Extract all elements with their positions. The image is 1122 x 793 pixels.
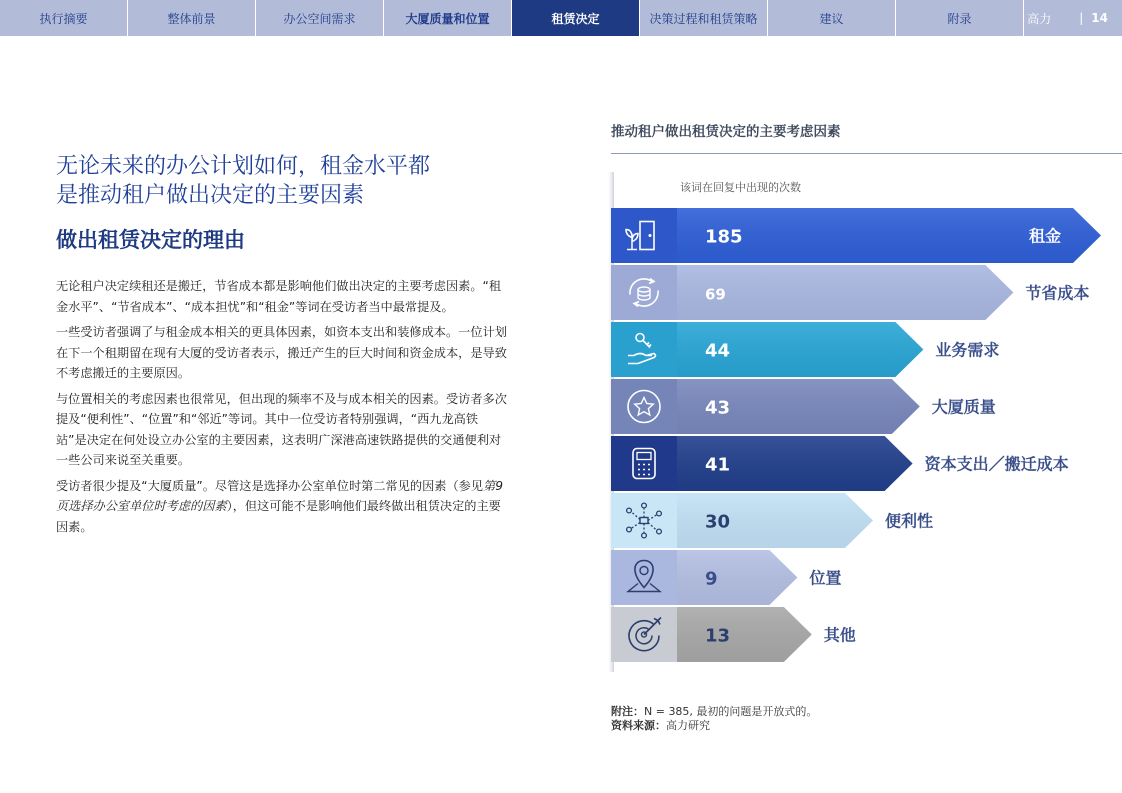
nav-tab-7[interactable]: 建议 [768,0,896,36]
category-label: 位置 [809,568,842,588]
category-label: 便利性 [885,511,934,531]
bar-row-5 [611,436,1069,491]
icon-box [611,208,677,263]
value-label: 13 [705,625,731,647]
chart-footnote [611,705,817,733]
nav-tab-5[interactable]: 租赁决定 [512,0,640,36]
icon-box [611,379,677,434]
note-line [611,705,817,719]
paragraph-1: 无论租户决定续租还是搬迁，节省成本都是影响他们做出决定的主要考虑因素。“租金水平”、“节省成本”、“成本担忧”和“租金”等词在受访者当中最常提及。 [56,279,502,314]
nav-tab-6[interactable]: 决策过程和租赁策略 [640,0,768,36]
bar-row-8 [611,607,856,662]
page-number: 14 [1091,11,1108,25]
source-label: 资料来源： [611,719,666,732]
page-reference-link[interactable]: 第9页选择办公室单位时考虑的因素 [56,478,503,513]
category-label: 租金 [1028,226,1061,246]
nav-tab-3[interactable]: 办公空间需求 [256,0,384,36]
headline-line-1: 无论未来的办公计划如何，租金水平都 [56,154,431,179]
nav-tab-8[interactable]: 附录 [896,0,1024,36]
nav-tab-4[interactable]: 大厦质量和位置 [384,0,512,36]
icon-box [611,322,677,377]
brand-name: 高力 [1027,11,1052,26]
value-label: 9 [705,568,718,590]
category-label: 其他 [823,625,856,645]
note-label: 附注： [611,705,644,718]
note-text: N = 385, 最初的问题是开放式的。 [644,705,818,718]
bar-row-7 [611,550,841,605]
bar-row-6 [611,493,933,548]
category-label: 业务需求 [935,340,1000,360]
bar-row-1 [611,208,1101,263]
source-text: 高力研究 [666,719,710,732]
category-label: 大厦质量 [931,397,996,417]
chart-panel-title: 推动租户做出租赁决定的主要考虑因素 [611,124,841,140]
paragraph-3: 与位置相关的考虑因素也很常见，但出现的频率不及与成本相关的因素。受访者多次提及“便利性”、“位置”和“邻近”等词。其中一位受访者特别强调，“西九龙高铁站”是决定在何处设立办公室的主要因素，这表明广深港高速铁路提供的交通便利对一些公司来说至关重要。 [56,391,507,467]
bar-row-2 [611,265,1089,320]
section-subhead: 做出租赁决定的理由 [56,228,245,252]
value-label: 185 [705,226,743,248]
paragraph-4-part-b: ），但这可能不是影响他们最终做出租赁决定的主要因素。 [56,499,501,534]
value-label: 44 [705,340,731,362]
nav-separator: | [1079,11,1084,25]
chart-subtitle: 该词在回复中出现的次数 [680,181,801,194]
nav-tab-1[interactable]: 执行摘要 [0,0,128,36]
nav-tab-2[interactable]: 整体前景 [128,0,256,36]
icon-box [611,436,677,491]
bar-shade [677,550,797,605]
value-label: 69 [705,285,726,304]
paragraph-2: 一些受访者强调了与租金成本相关的更具体因素，如资本支出和装修成本。一位计划在下一个租期留在现有大厦的受访者表示，搬迁产生的巨大时间和资金成本，是导致不考虑搬迁的主要原因。 [56,325,507,380]
icon-box [611,550,677,605]
value-label: 43 [705,397,731,419]
bar-row-4 [611,379,996,434]
paragraph-4-part-a: 受访者很少提及“大厦质量”。尽管这是选择办公室单位时第二常见的因素（参见 [56,478,484,493]
category-label: 节省成本 [1025,283,1090,303]
bar-shade [677,607,812,662]
bar-shade [677,265,1013,320]
source-line [611,719,817,733]
category-label: 资本支出／搬迁成本 [924,454,1069,474]
icon-box [611,493,677,548]
bars-group [611,208,1101,662]
headline-line-2: 是推动租户做出决定的主要因素 [56,183,365,208]
value-label: 41 [705,454,731,476]
value-label: 30 [705,511,731,533]
bar-row-3 [611,322,999,377]
